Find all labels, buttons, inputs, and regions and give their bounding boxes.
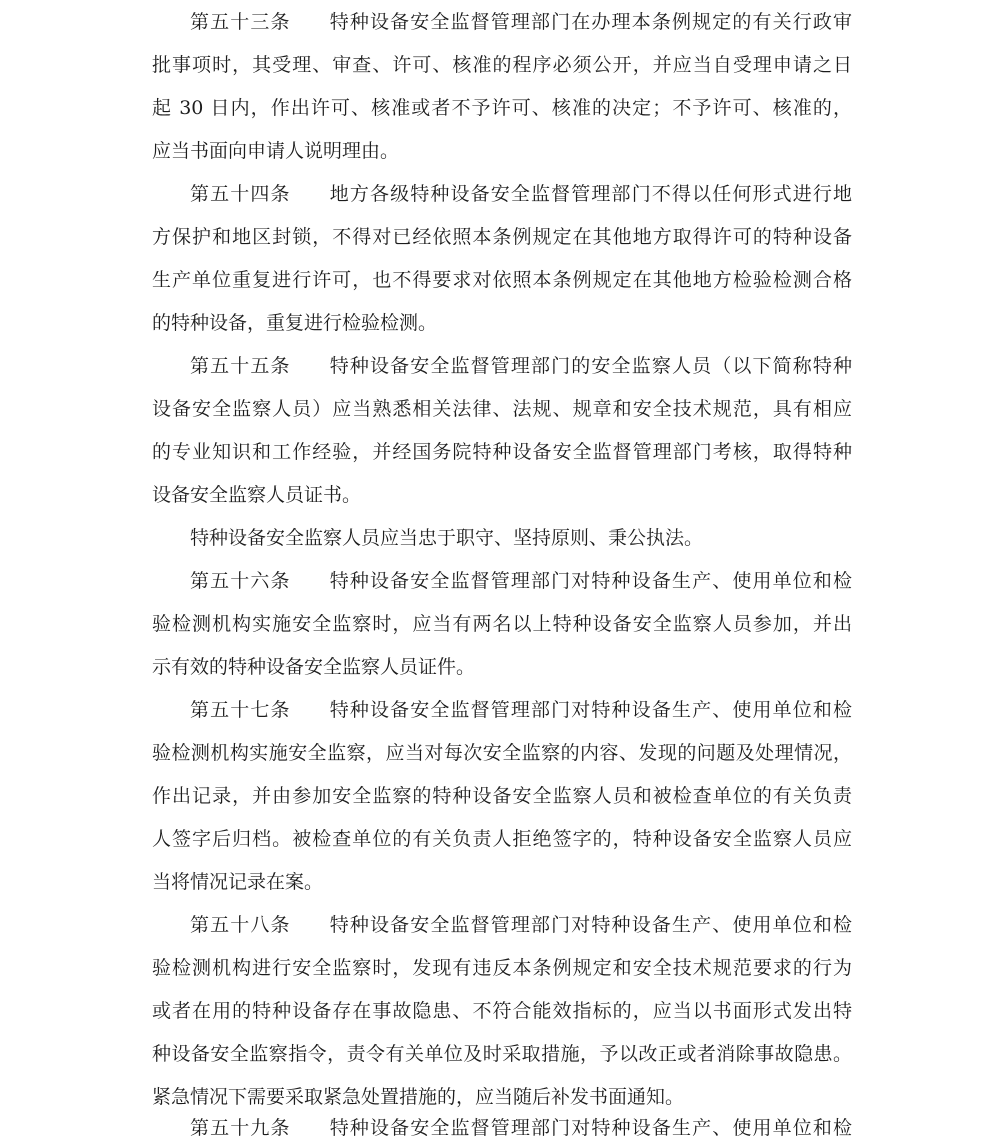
article-text: 特种设备安全监督管理部门对特种设备生产、使用单位和检 — [328, 570, 852, 592]
article-57-line-5: 当将情况记录在案。 — [152, 871, 324, 893]
article-53-line-4: 应当书面向申请人说明理由。 — [152, 140, 400, 162]
article-heading: 第五十九条 — [190, 1117, 291, 1139]
article-59-line-1 — [190, 1108, 852, 1148]
article-text: 特种设备安全监督管理部门在办理本条例规定的有关行政审 — [328, 11, 852, 33]
article-text: 特种设备安全监督管理部门对特种设备生产、使用单位和检 — [328, 699, 852, 721]
article-57-line-2: 验检测机构实施安全监察，应当对每次安全监察的内容、发现的问题及处理情况， — [152, 742, 852, 764]
article-58-line-5: 紧急情况下需要采取紧急处置措施的，应当随后补发书面通知。 — [152, 1086, 685, 1108]
article-53-line-1 — [190, 2, 852, 42]
article-heading: 第五十五条 — [190, 355, 291, 377]
article-57-line-4: 人签字后归档。被检查单位的有关负责人拒绝签字的，特种设备安全监察人员应 — [152, 828, 852, 850]
article-heading: 第五十三条 — [190, 11, 291, 33]
article-58-line-1 — [190, 905, 852, 945]
article-55-para-2: 特种设备安全监察人员应当忠于职守、坚持原则、秉公执法。 — [190, 527, 704, 549]
article-56-line-3: 示有效的特种设备安全监察人员证件。 — [152, 656, 476, 678]
article-54-line-2: 方保护和地区封锁，不得对已经依照本条例规定在其他地方取得许可的特种设备 — [152, 226, 852, 248]
article-54-line-1 — [190, 174, 852, 214]
article-text: 特种设备安全监督管理部门对特种设备生产、使用单位和检 — [328, 914, 852, 936]
article-53-line-2: 批事项时，其受理、审查、许可、核准的程序必须公开，并应当自受理申请之日 — [152, 54, 852, 76]
article-53-line-3: 起 30 日内，作出许可、核准或者不予许可、核准的决定；不予许可、核准的， — [152, 97, 852, 119]
article-heading: 第五十六条 — [190, 570, 291, 592]
article-56-line-1 — [190, 561, 852, 601]
article-heading: 第五十四条 — [190, 183, 291, 205]
article-55-line-2: 设备安全监察人员）应当熟悉相关法律、法规、规章和安全技术规范，具有相应 — [152, 398, 852, 420]
article-58-line-3: 或者在用的特种设备存在事故隐患、不符合能效指标的，应当以书面形式发出特 — [152, 1000, 852, 1022]
article-55-line-3: 的专业知识和工作经验，并经国务院特种设备安全监督管理部门考核，取得特种 — [152, 441, 852, 463]
article-55-line-1 — [190, 346, 852, 386]
article-heading: 第五十七条 — [190, 699, 291, 721]
article-58-line-4: 种设备安全监察指令，责令有关单位及时采取措施，予以改正或者消除事故隐患。 — [152, 1043, 852, 1065]
article-56-line-2: 验检测机构实施安全监察时，应当有两名以上特种设备安全监察人员参加，并出 — [152, 613, 852, 635]
article-text: 特种设备安全监督管理部门的安全监察人员（以下简称特种 — [328, 355, 852, 377]
article-54-line-3: 生产单位重复进行许可，也不得要求对依照本条例规定在其他地方检验检测合格 — [152, 269, 852, 291]
article-text: 地方各级特种设备安全监督管理部门不得以任何形式进行地 — [328, 183, 852, 205]
article-text: 特种设备安全监督管理部门对特种设备生产、使用单位和检 — [328, 1117, 852, 1139]
article-55-line-4: 设备安全监察人员证书。 — [152, 484, 362, 506]
article-57-line-3: 作出记录，并由参加安全监察的特种设备安全监察人员和被检查单位的有关负责 — [152, 785, 852, 807]
article-57-line-1 — [190, 690, 852, 730]
article-54-line-4: 的特种设备，重复进行检验检测。 — [152, 312, 438, 334]
article-58-line-2: 验检测机构进行安全监察时，发现有违反本条例规定和安全技术规范要求的行为 — [152, 957, 852, 979]
article-heading: 第五十八条 — [190, 914, 291, 936]
